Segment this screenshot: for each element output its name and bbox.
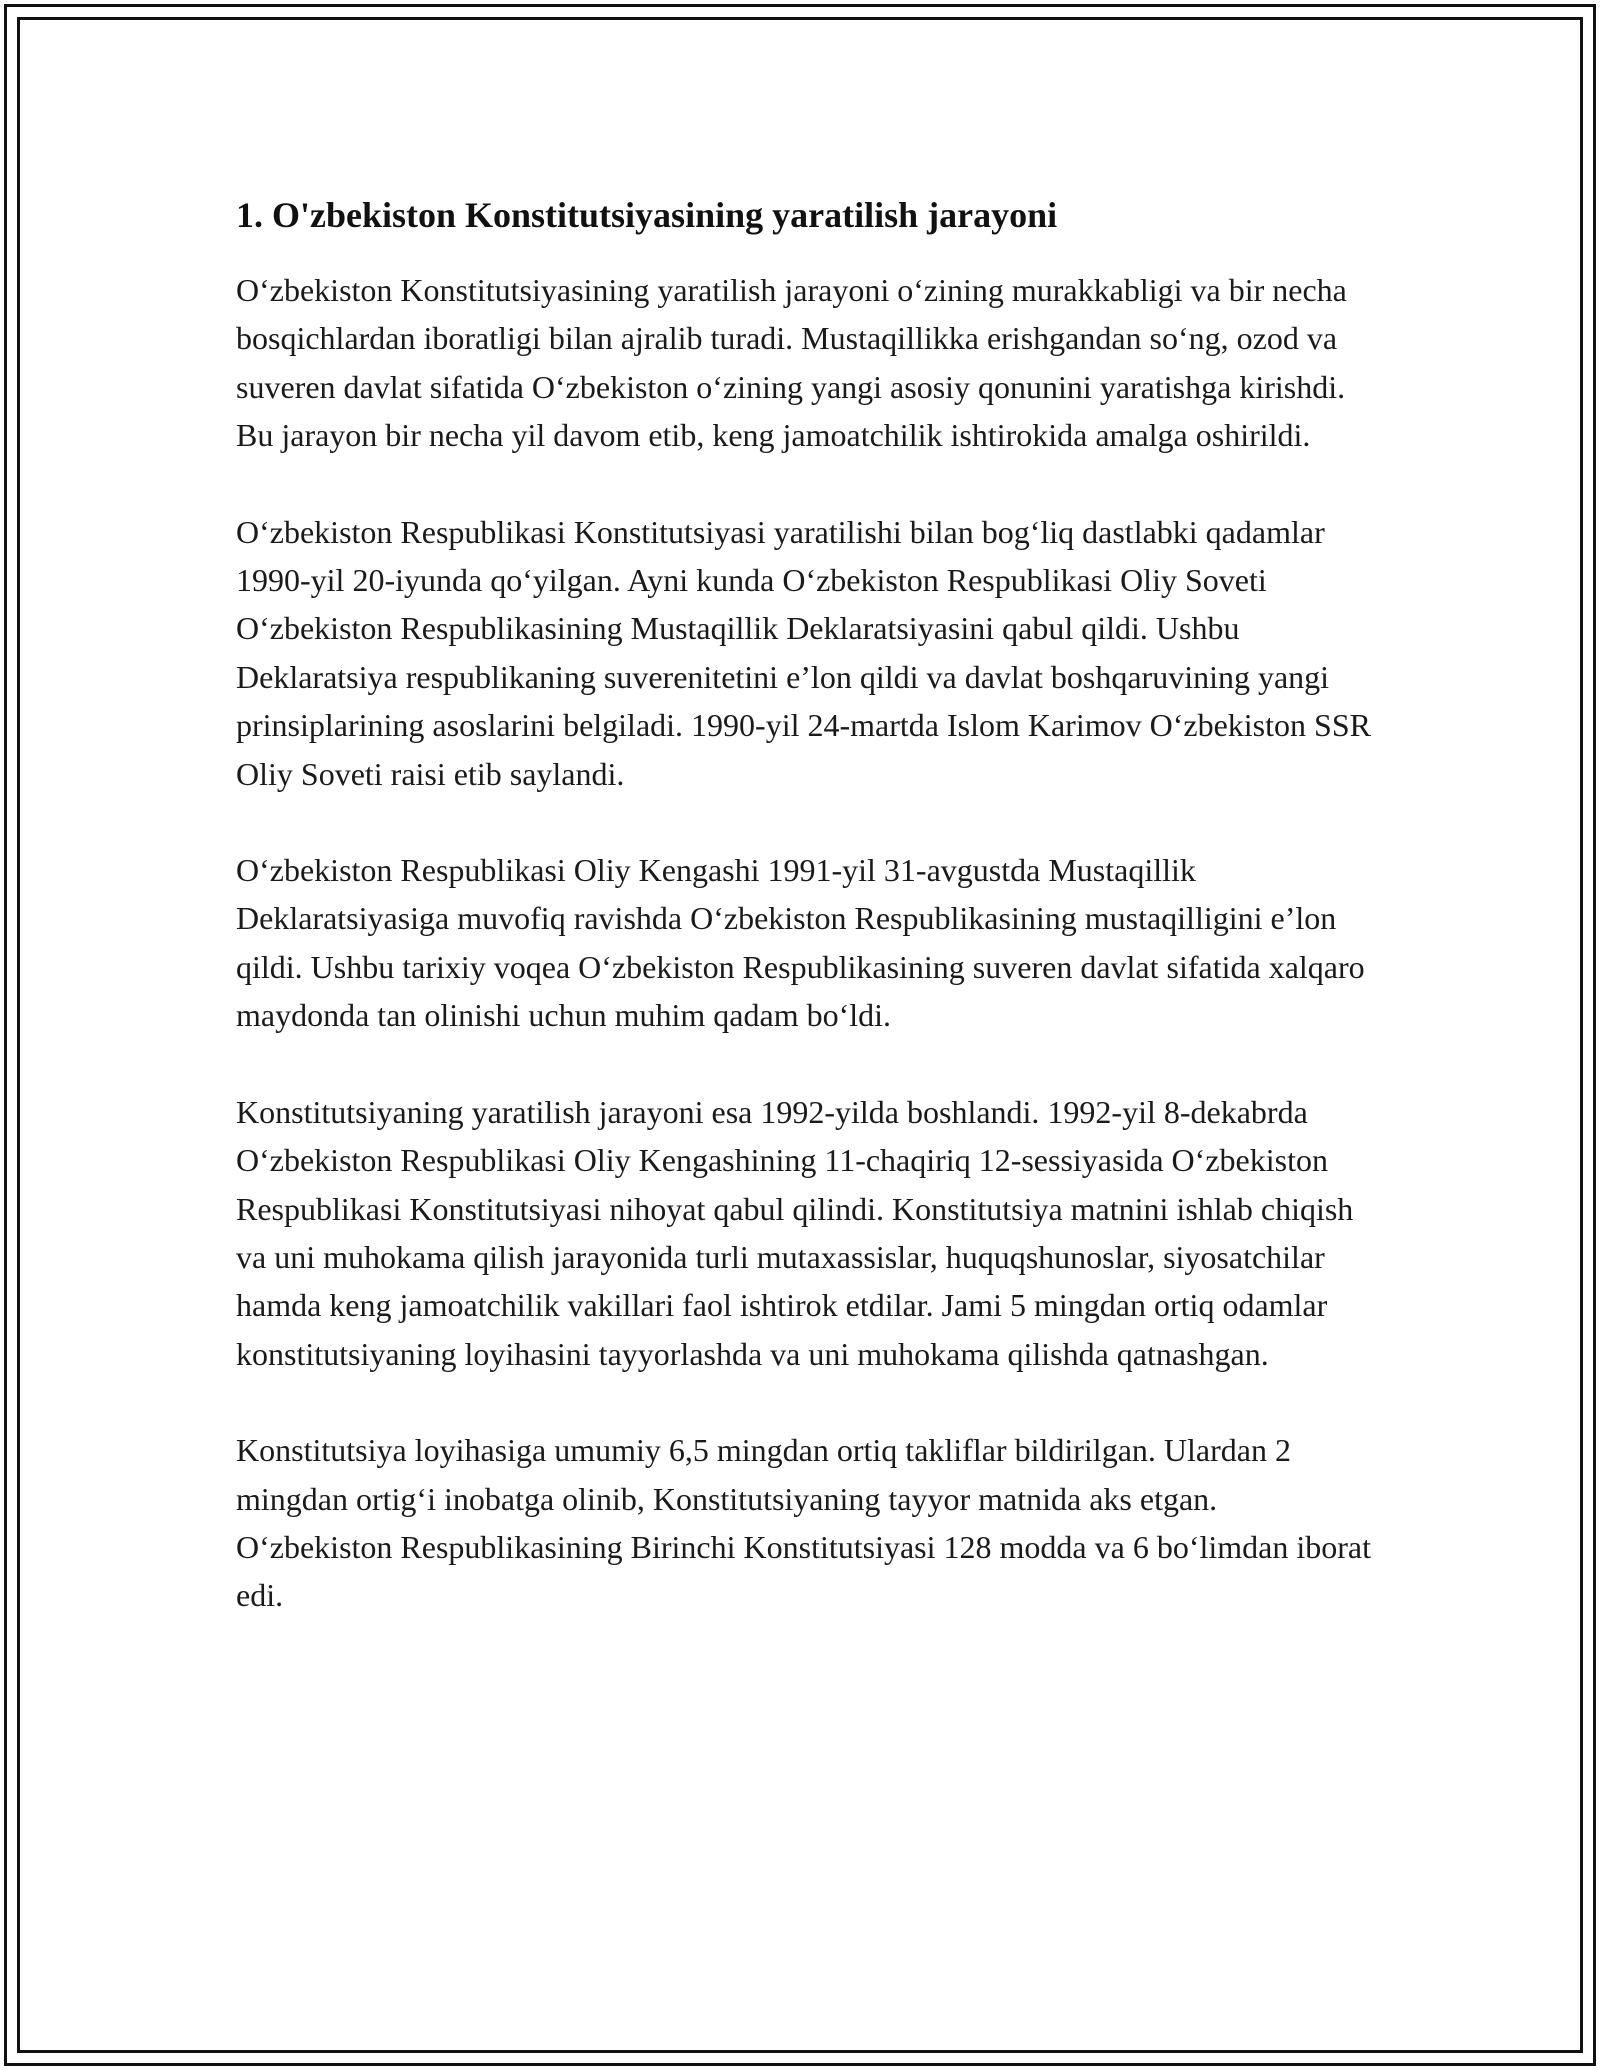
paragraph-5: Konstitutsiya loyihasiga umumiy 6,5 mingdan ortiq takliflar bildirilgan. Ulardan 2 mingdan ortig‘i inobatga olinib, Konstitutsiyaning tayyor matnida aks etgan. O‘zbekiston Respublikasining Birinchi Konstitutsiyasi 128 modda va 6 bo‘limdan iborat edi. [236,1432,1371,1614]
paragraph-2: O‘zbekiston Respublikasi Konstitutsiyasi yaratilishi bilan bog‘liq dastlabki qadamlar 1990-yil 20-iyunda qo‘yilgan. Ayni kunda O‘zbekiston Respublikasi Oliy Soveti O‘zbekiston Respublikasining Mustaqillik Deklaratsiyasini qabul qildi. Ushbu Deklaratsiya respublikaning suverenitetini e’lon qildi va davlat boshqaruvining yangi prinsiplarining asoslarini belgiladi. 1990-yil 24-martda Islom Karimov O‘zbekiston SSR Oliy Soveti raisi etib saylandi. [236,513,1371,792]
paragraph-4: Konstitutsiyaning yaratilish jarayoni esa 1992-yilda boshlandi. 1992-yil 8-dekabrda O‘zbekiston Respublikasi Oliy Kengashining 11-chaqiriq 12-sessiyasida O‘zbekiston Respublikasi Konstitutsiyasi nihoyat qabul qilindi. Konstitutsiya matnini ishlab chiqish va uni muhokama qilish jarayonida turli mutaxassislar, huquqshunoslar, siyosatchilar hamda keng jamoatchilik vakillari faol ishtirok etdilar. Jami 5 mingdan ortiq odamlar konstitutsiyaning loyihasini tayyorlashda va uni muhokama qilishda qatnashgan. [236,1093,1354,1372]
paragraph-1: O‘zbekiston Konstitutsiyasining yaratilish jarayoni o‘zining murakkabligi va bir necha bosqichlardan iboratligi bilan ajralib turadi. Mustaqillikka erishgandan so‘ng, ozod va suveren davlat sifatida O‘zbekiston o‘zining yangi asosiy qonunini yaratishga kirishdi. Bu jarayon bir necha yil davom etib, keng jamoatchilik ishtirokida amalga oshirildi. [236,272,1347,454]
section-heading: 1. O'zbekiston Konstitutsiyasining yaratilish jarayoni [236,195,1058,235]
paragraph-3: O‘zbekiston Respublikasi Oliy Kengashi 1991-yil 31-avgustda Mustaqillik Deklaratsiyasiga muvofiq ravishda O‘zbekiston Respublikasining mustaqilligini e’lon qildi. Ushbu tarixiy voqea O‘zbekiston Respublikasining suveren davlat sifatida xalqaro maydonda tan olinishi uchun muhim qadam bo‘ldi. [236,852,1365,1034]
document-body [236,186,1376,1668]
